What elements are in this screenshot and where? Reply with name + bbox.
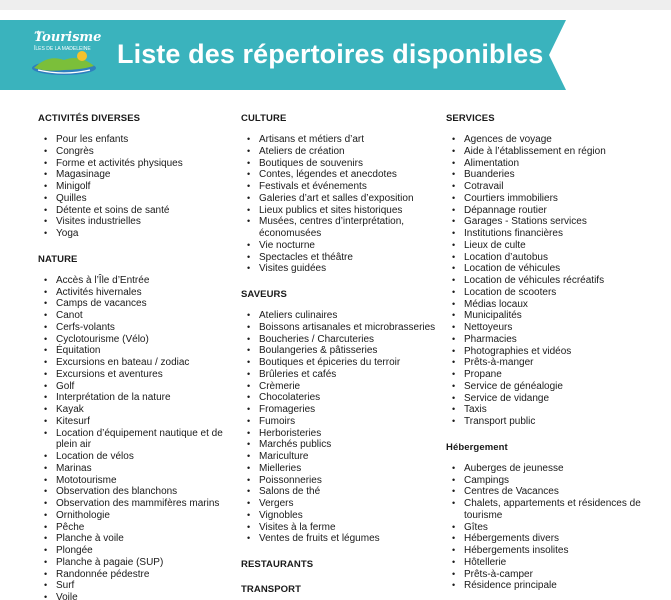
- directory-list: [446, 463, 666, 592]
- directory-list-item: • Poissonneries: [259, 475, 441, 487]
- column-2: [241, 113, 441, 600]
- category-heading: Hébergement: [446, 441, 508, 453]
- directory-list-item: • Vie nocturne: [259, 240, 441, 252]
- directory-list-item: • Pharmacies: [464, 334, 666, 346]
- directory-list-item: • Golf: [56, 381, 233, 393]
- directory-list-item: • Hébergements divers: [464, 533, 666, 545]
- directory-list-item: • Visites guidées: [259, 263, 441, 275]
- directory-list-item: • Marinas: [56, 463, 233, 475]
- directory-list-item: • Ateliers culinaires: [259, 310, 441, 322]
- category-heading: SERVICES: [446, 113, 495, 124]
- directory-list-item: • Excursions et aventures: [56, 369, 233, 381]
- directory-list-item: • Fumoirs: [259, 416, 441, 428]
- directory-list-item: • Location d’équipement nautique et de plein air: [56, 428, 233, 452]
- top-strip: [0, 0, 671, 10]
- category-heading: RESTAURANTS: [241, 559, 314, 570]
- directory-list-item: • Vergers: [259, 498, 441, 510]
- directory-list-item: • Municipalités: [464, 310, 666, 322]
- category-section: [446, 113, 666, 428]
- directory-list-item: • Campings: [464, 475, 666, 487]
- directory-list-item: • Boissons artisanales et microbrasseries: [259, 322, 441, 334]
- directory-list-item: • Kitesurf: [56, 416, 233, 428]
- directory-list-item: • Plongée: [56, 545, 233, 557]
- directory-list-item: • Herboristeries: [259, 428, 441, 440]
- directory-list-item: • Alimentation: [464, 158, 666, 170]
- logo-subtitle: ÎLES DE LA MADELEINE: [34, 46, 91, 52]
- directory-list-item: • Lieux de culte: [464, 240, 666, 252]
- directory-list-item: • Yoga: [56, 228, 233, 240]
- directory-list-item: • Fromageries: [259, 404, 441, 416]
- directory-list-item: • Centres de Vacances: [464, 486, 666, 498]
- category-section: [38, 113, 233, 240]
- directory-list-item: • Aide à l’établissement en région: [464, 146, 666, 158]
- directory-list-item: • Mariculture: [259, 451, 441, 463]
- logo-wordmark: Tourisme: [34, 30, 102, 45]
- directory-list-item: • Boutiques de souvenirs: [259, 158, 441, 170]
- directory-list-item: • Location de véhicules: [464, 263, 666, 275]
- directory-list-item: • Ateliers de création: [259, 146, 441, 158]
- directory-list-item: • Buanderies: [464, 169, 666, 181]
- directory-list-item: • Service de généalogie: [464, 381, 666, 393]
- page-title: Liste des répertoires disponibles: [117, 39, 544, 69]
- directory-list-item: • Taxis: [464, 404, 666, 416]
- directory-list-item: • Prêts-à-camper: [464, 569, 666, 581]
- directory-list-item: • Agences de voyage: [464, 134, 666, 146]
- directory-list-item: • Excursions en bateau / zodiac: [56, 357, 233, 369]
- directory-list-item: • Activités hivernales: [56, 287, 233, 299]
- directory-list-item: • Mielleries: [259, 463, 441, 475]
- directory-list-item: • Randonnée pédestre: [56, 569, 233, 581]
- category-heading: SAVEURS: [241, 289, 287, 300]
- directory-list-item: • Accès à l’Île d’Entrée: [56, 275, 233, 287]
- directory-list-item: • Voile: [56, 592, 233, 600]
- directory-list-item: • Artisans et métiers d’art: [259, 134, 441, 146]
- directory-list: [241, 310, 441, 545]
- category-heading: CULTURE: [241, 113, 287, 124]
- directory-list-item: • Lieux publics et sites historiques: [259, 205, 441, 217]
- directory-list-item: • Boutiques et épiceries du terroir: [259, 357, 441, 369]
- directory-list-item: • Cotravail: [464, 181, 666, 193]
- directory-list-item: • Gîtes: [464, 522, 666, 534]
- directory-list-item: • Pêche: [56, 522, 233, 534]
- directory-list-item: • Planche à pagaie (SUP): [56, 557, 233, 569]
- directory-list-item: • Propane: [464, 369, 666, 381]
- directory-list-item: • Cerfs-volants: [56, 322, 233, 334]
- category-section: [446, 442, 666, 592]
- directory-list-item: • Garages - Stations services: [464, 216, 666, 228]
- directory-list-item: • Contes, légendes et anecdotes: [259, 169, 441, 181]
- category-section: [241, 584, 441, 595]
- directory-list-item: • Pour les enfants: [56, 134, 233, 146]
- directory-list-item: • Boucheries / Charcuteries: [259, 334, 441, 346]
- category-section: [241, 289, 441, 545]
- tourisme-logo: [24, 30, 104, 80]
- directory-list-item: • Résidence principale: [464, 580, 666, 592]
- directory-list: [38, 134, 233, 240]
- directory-list-item: • Surf: [56, 580, 233, 592]
- directory-list-item: • Hébergements insolites: [464, 545, 666, 557]
- directory-list-item: • Courtiers immobiliers: [464, 193, 666, 205]
- category-heading: TRANSPORT: [241, 584, 302, 595]
- column-1: [38, 113, 233, 600]
- directory-list-item: • Forme et activités physiques: [56, 158, 233, 170]
- directory-list-item: • Spectacles et théâtre: [259, 252, 441, 264]
- directory-list-item: • Quilles: [56, 193, 233, 205]
- directory-list-item: • Détente et soins de santé: [56, 205, 233, 217]
- category-section: [38, 254, 233, 600]
- directory-list-item: • Musées, centres d’interprétation, économusées: [259, 216, 441, 240]
- directory-list-item: • Observation des mammifères marins: [56, 498, 233, 510]
- directory-list-item: • Location de véhicules récréatifs: [464, 275, 666, 287]
- directory-list-item: • Planche à voile: [56, 533, 233, 545]
- directory-list-item: • Institutions financières: [464, 228, 666, 240]
- directory-list-item: • Visites à la ferme: [259, 522, 441, 534]
- directory-list-item: • Auberges de jeunesse: [464, 463, 666, 475]
- directory-list-item: • Transport public: [464, 416, 666, 428]
- directory-list-item: • Congrès: [56, 146, 233, 158]
- directory-list-item: • Dépannage routier: [464, 205, 666, 217]
- directory-list-item: • Marchés publics: [259, 439, 441, 451]
- directory-list-item: • Galeries d’art et salles d’exposition: [259, 193, 441, 205]
- directory-list-item: • Crèmerie: [259, 381, 441, 393]
- directory-list-item: • Boulangeries & pâtisseries: [259, 345, 441, 357]
- directory-list-item: • Visites industrielles: [56, 216, 233, 228]
- category-section: [241, 559, 441, 570]
- directory-list-item: • Hôtellerie: [464, 557, 666, 569]
- directory-list-item: • Festivals et événements: [259, 181, 441, 193]
- directory-list: [241, 134, 441, 275]
- directory-list-item: • Chocolateries: [259, 392, 441, 404]
- directory-list-item: • Magasinage: [56, 169, 233, 181]
- directory-list-item: • Nettoyeurs: [464, 322, 666, 334]
- category-heading: NATURE: [38, 253, 78, 265]
- directory-list-item: • Vignobles: [259, 510, 441, 522]
- directory-list-item: • Canot: [56, 310, 233, 322]
- directory-list-item: • Cyclotourisme (Vélo): [56, 334, 233, 346]
- directory-list-item: • Kayak: [56, 404, 233, 416]
- directory-list-item: • Location d’autobus: [464, 252, 666, 264]
- directory-list-item: • Brûleries et cafés: [259, 369, 441, 381]
- directory-list-item: • Prêts-à-manger: [464, 357, 666, 369]
- directory-list-item: • Médias locaux: [464, 299, 666, 311]
- directory-list-item: • Service de vidange: [464, 393, 666, 405]
- directory-list-item: • Chalets, appartements et résidences de tourisme: [464, 498, 666, 522]
- directory-list-item: • Location de scooters: [464, 287, 666, 299]
- directory-list-item: • Location de vélos: [56, 451, 233, 463]
- directory-list-item: • Mototourisme: [56, 475, 233, 487]
- directory-list-item: • Camps de vacances: [56, 298, 233, 310]
- directory-list-item: • Équitation: [56, 345, 233, 357]
- directory-list-item: • Ventes de fruits et légumes: [259, 533, 441, 545]
- category-section: [241, 113, 441, 275]
- directory-list: [38, 275, 233, 600]
- directory-list-item: • Interprétation de la nature: [56, 392, 233, 404]
- directory-list-item: • Ornithologie: [56, 510, 233, 522]
- category-heading: ACTIVITÉS DIVERSES: [38, 113, 141, 124]
- directory-list-item: • Salons de thé: [259, 486, 441, 498]
- directory-list: [446, 134, 666, 428]
- directory-list-item: • Observation des blanchons: [56, 486, 233, 498]
- directory-list-item: • Minigolf: [56, 181, 233, 193]
- column-3: [446, 113, 666, 600]
- directory-list-item: • Photographies et vidéos: [464, 346, 666, 358]
